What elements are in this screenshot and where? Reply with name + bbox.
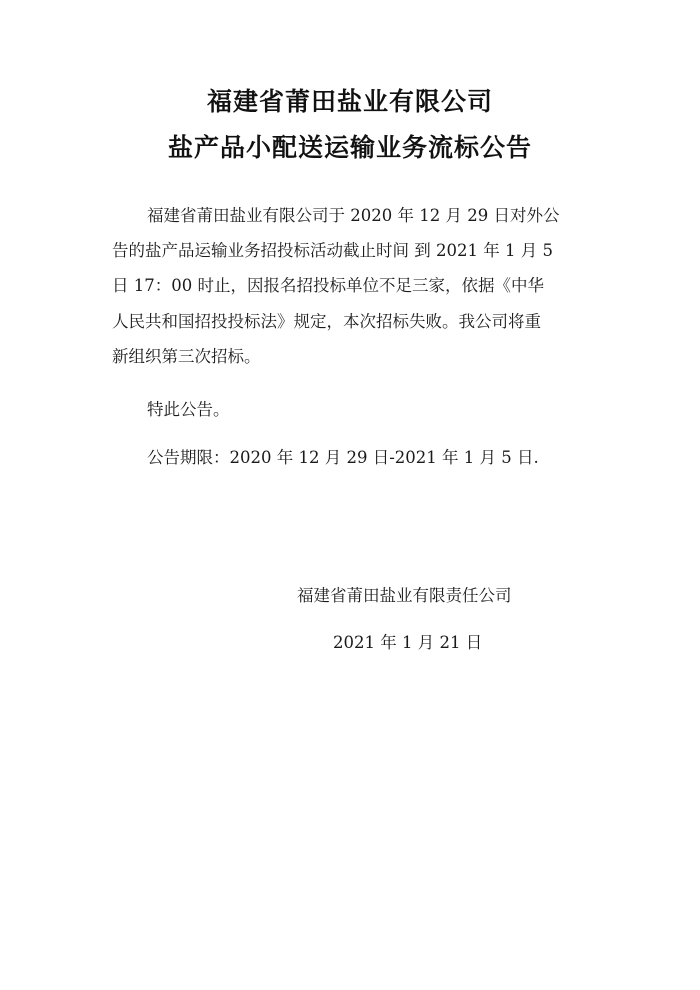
- body-line-1: 福建省莆田盐业有限公司于 2020 年 12 月 29 日对外公: [147, 206, 560, 225]
- closing-text: 特此公告。: [147, 400, 230, 419]
- signature-date: 2021 年 1 月 21 日: [333, 633, 483, 652]
- document-title-line-2: 盐产品小配送运输业务流标公告: [167, 133, 532, 162]
- body-line-4: 人民共和国招投投标法》规定，本次招标失败。我公司将重: [112, 312, 541, 331]
- body-line-5: 新组织第三次招标。: [112, 347, 261, 366]
- signature-organization: 福建省莆田盐业有限责任公司: [297, 586, 512, 605]
- body-line-2: 告的盐产品运输业务招投标活动截止时间 到 2021 年 1 月 5: [112, 241, 553, 260]
- body-line-3: 日 17：00 时止，因报名招投标单位不足三家，依据《中华: [112, 276, 544, 295]
- document-title-line-1: 福建省莆田盐业有限公司: [206, 87, 493, 116]
- announcement-period: 公告期限：2020 年 12 月 29 日-2021 年 1 月 5 日.: [147, 448, 539, 467]
